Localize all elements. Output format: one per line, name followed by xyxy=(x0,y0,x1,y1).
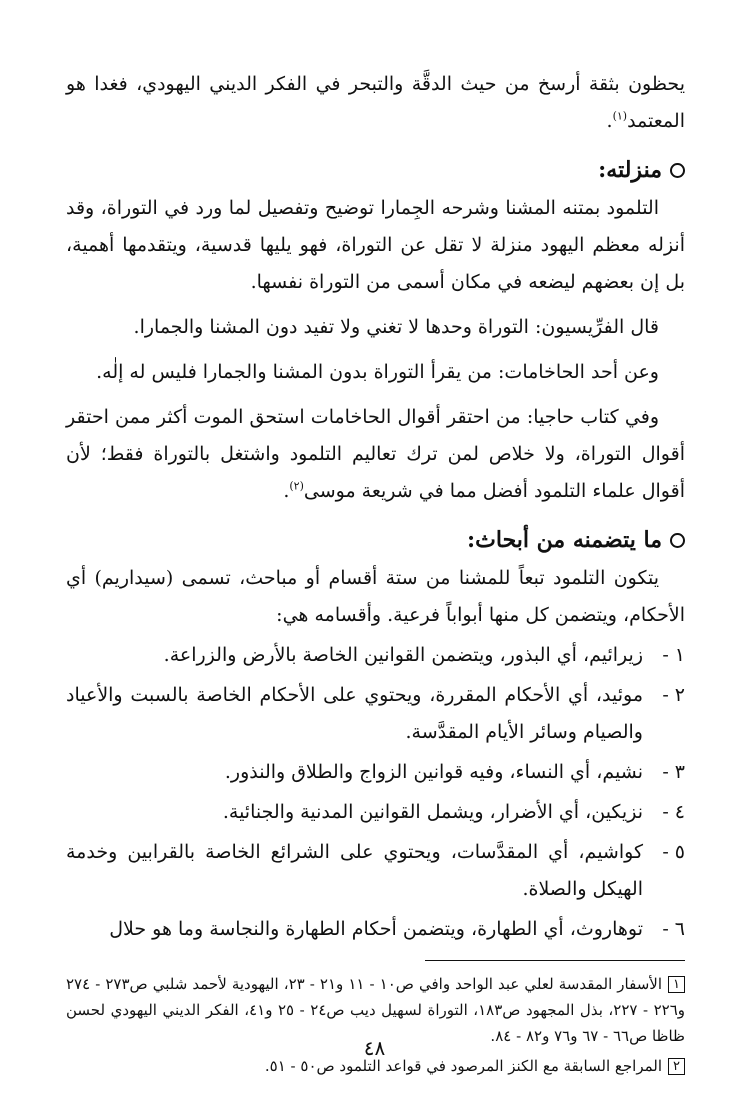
status-paragraph-4-text: وفي كتاب حاجيا: من احتقر أقوال الحاخامات استحق الموت أكثر ممن احتقر أقوال التوراة، ولا خلاص لمن ترك تعاليم التلمود واشتغل بالتوراة فقط؛ لأن أقوال علماء التلمود أفضل مما في شريعة موسى xyxy=(66,406,685,502)
footnote-mark-1: ١ xyxy=(668,976,685,993)
list-item-number: ٣ - xyxy=(662,761,685,783)
list-item xyxy=(66,834,685,908)
list-item-text: كواشيم، أي المقدَّسات، ويحتوي على الشرائع الخاصة بالقرابين وخدمة الهيكل والصلاة. xyxy=(66,841,643,900)
list-item xyxy=(66,911,685,948)
list-item-number: ٤ - xyxy=(662,801,685,823)
footnote-text-1: الأسفار المقدسة لعلي عبد الواحد وافي ص١٠ - ١١ و٢١ - ٢٣، اليهودية لأحمد شلبي ص٢٧٣ - ٢٧٤ و٢٢٦ - ٢٢٧، بذل المجهود ص١٨٣، التوراة لسهيل ديب ص٢٤ - ٢٥ و٤١، الفكر الديني اليهودي لحسن ظاظا ص٦٦ - ٦٧ و٧٦ و٨٢ - ٨٤. xyxy=(66,975,685,1045)
footnote-text-2: المراجع السابقة مع الكنز المرصود في قواعد التلمود ص٥٠ - ٥١. xyxy=(264,1057,663,1075)
page-number: ٤٨ xyxy=(363,1036,386,1060)
intro-text: يحظون بثقة أرسخ من حيث الدقَّة والتبحر في الفكر الديني اليهودي، فغدا هو المعتمد xyxy=(66,73,685,132)
list-item-number: ٦ - xyxy=(662,918,685,940)
status-paragraph-1: التلمود بمتنه المشنا وشرحه الجِمارا توضيح وتفصيل لما ورد في التوراة، وقد أنزله معظم اليهود منزلة لا تقل عن التوراة، فهو يليها قدسية، ويتقدمها أهمية، بل إن بعضهم ليضعه في مكان أسمى من التوراة نفسها. xyxy=(66,197,685,293)
list-item-number: ٥ - xyxy=(662,841,685,863)
section-heading-contents xyxy=(66,520,685,560)
list-item xyxy=(66,637,685,674)
footnote-divider xyxy=(425,960,685,961)
status-paragraph-4 xyxy=(66,399,685,510)
intro-end: . xyxy=(606,110,613,132)
footnote-ref-1[interactable]: (١) xyxy=(612,109,628,123)
footnote-ref-2[interactable]: (٢) xyxy=(289,479,304,493)
list-item xyxy=(66,794,685,831)
section-heading-status xyxy=(66,150,685,190)
section-heading-contents-text: ما يتضمنه من أبحاث: xyxy=(467,527,662,553)
list-item-text: توهاروث، أي الطهارة، ويتضمن أحكام الطهارة والنجاسة وما هو حلال xyxy=(109,918,643,940)
intro-paragraph xyxy=(66,66,685,140)
list-item xyxy=(66,754,685,791)
footnote-mark-2: ٢ xyxy=(668,1058,685,1075)
list-item-text: نشيم، أي النساء، وفيه قوانين الزواج والطلاق والنذور. xyxy=(224,761,643,783)
status-paragraph-3: وعن أحد الحاخامات: من يقرأ التوراة بدون المشنا والجمارا فليس له إلٰه. xyxy=(96,361,659,383)
list-item-number: ١ - xyxy=(662,644,685,666)
circle-bullet-icon xyxy=(670,533,685,548)
list-item-text: زيرائيم، أي البذور، ويتضمن القوانين الخاصة بالأرض والزراعة. xyxy=(163,644,643,666)
status-paragraph-2: قال الفرِّيسيون: التوراة وحدها لا تغني ولا تفيد دون المشنا والجمارا. xyxy=(133,316,659,338)
status-paragraph-4-end: . xyxy=(283,480,290,502)
circle-bullet-icon xyxy=(670,163,685,178)
list-item-text: نزيكين، أي الأضرار، ويشمل القوانين المدنية والجنائية. xyxy=(222,801,643,823)
list-item xyxy=(66,677,685,751)
section-heading-status-text: منزلته: xyxy=(598,157,662,183)
contents-intro-paragraph: يتكون التلمود تبعاً للمشنا من ستة أقسام أو مباحث، تسمى (سيداريم) أي الأحكام، ويتضمن كل منها أبواباً فرعية. وأقسامه هي: xyxy=(66,567,685,626)
list-item-text: موئيد، أي الأحكام المقررة، ويحتوي على الأحكام الخاصة بالسبت والأعياد والصيام وسائر الأيام المقدَّسة. xyxy=(66,684,643,743)
list-item-number: ٢ - xyxy=(662,684,685,706)
